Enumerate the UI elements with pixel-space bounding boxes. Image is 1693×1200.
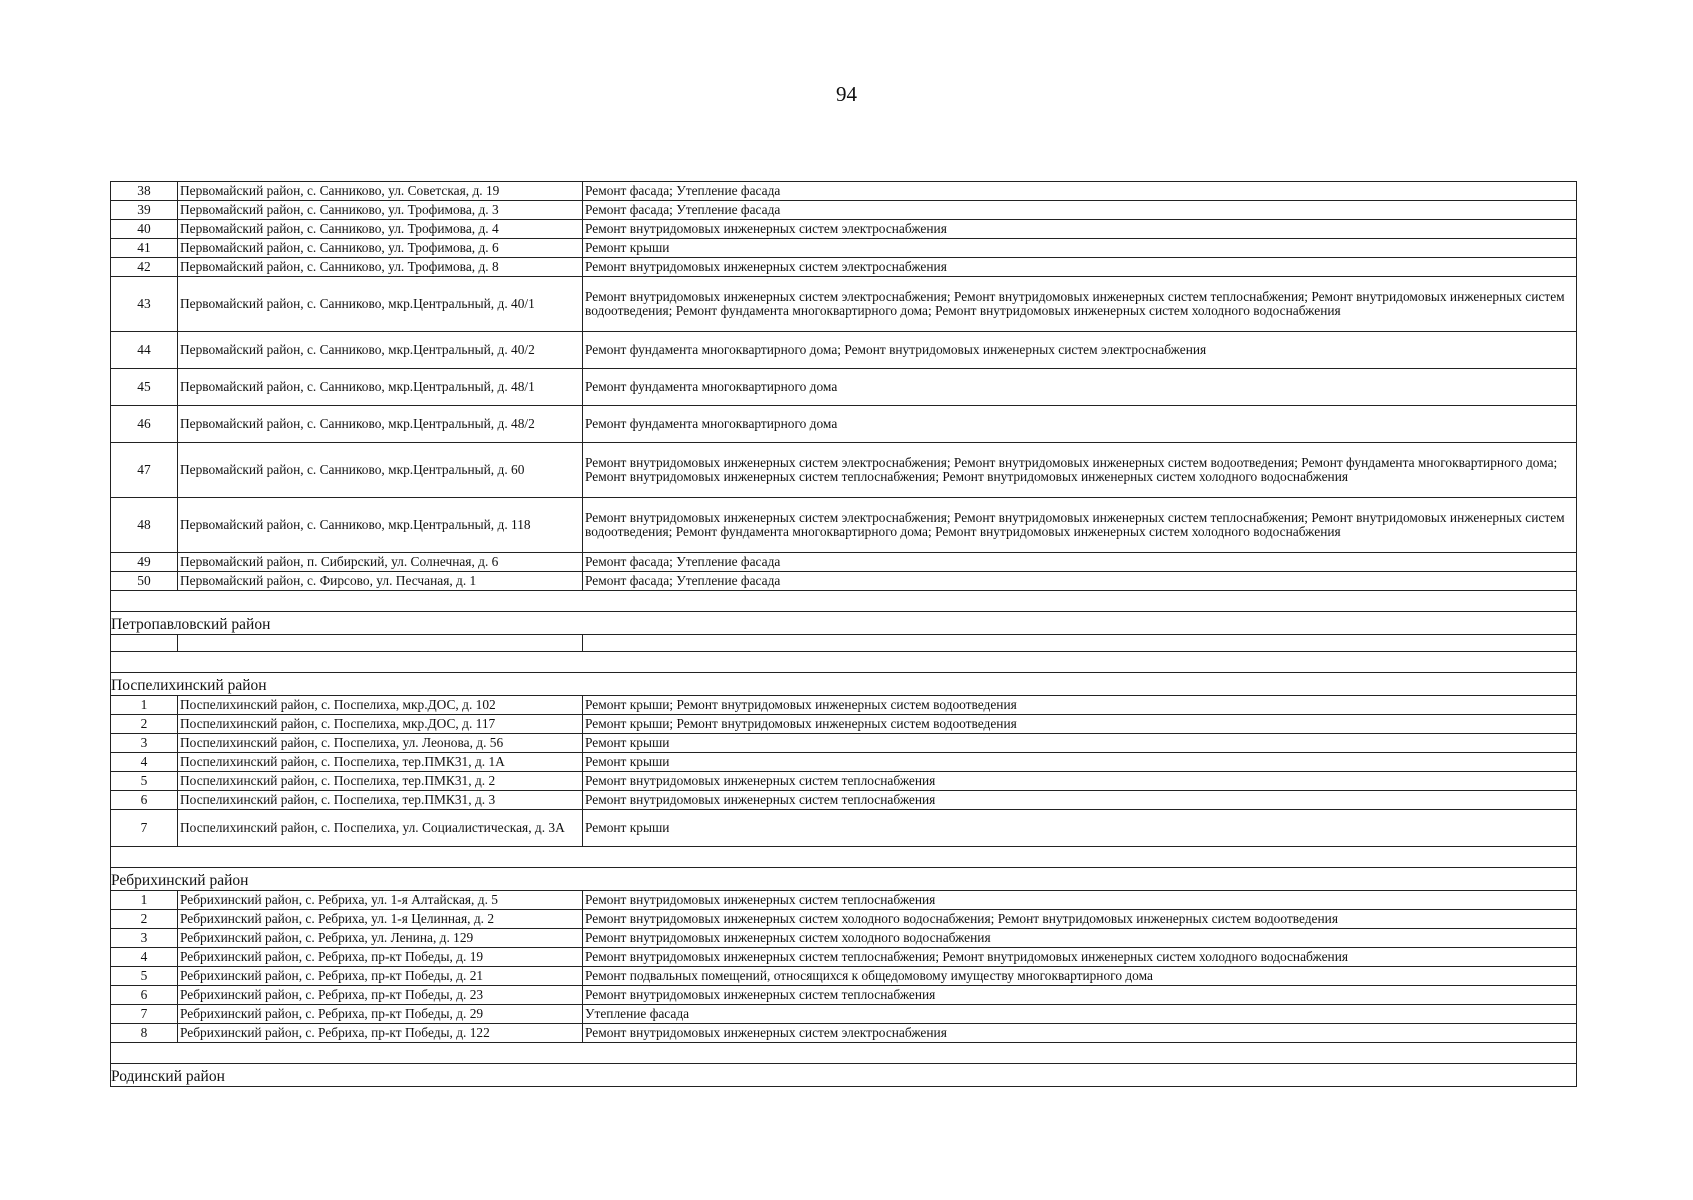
- table-row: [111, 553, 1577, 572]
- spacer-row: [111, 1043, 1577, 1064]
- page-number: 94: [836, 82, 857, 106]
- table-row: [111, 443, 1577, 498]
- table-row: [111, 910, 1577, 929]
- row-number: 1: [111, 696, 178, 715]
- address-cell: Первомайский район, с. Санниково, мкр.Центральный, д. 40/1: [178, 277, 583, 332]
- row-number: 7: [111, 1005, 178, 1024]
- row-number: 46: [111, 406, 178, 443]
- row-number: 47: [111, 443, 178, 498]
- address-cell: Ребрихинский район, с. Ребриха, ул. 1-я Целинная, д. 2: [178, 910, 583, 929]
- address-cell: Первомайский район, с. Фирсово, ул. Песчаная, д. 1: [178, 572, 583, 591]
- address-cell: Первомайский район, с. Санниково, ул. Трофимова, д. 8: [178, 258, 583, 277]
- row-number: 48: [111, 498, 178, 553]
- table-row: [111, 986, 1577, 1005]
- row-number: 38: [111, 182, 178, 201]
- table-row: [111, 967, 1577, 986]
- address-cell: Первомайский район, с. Санниково, мкр.Центральный, д. 48/1: [178, 369, 583, 406]
- work-type-cell: Ремонт крыши: [583, 734, 1577, 753]
- address-cell: Первомайский район, с. Санниково, мкр.Центральный, д. 60: [178, 443, 583, 498]
- work-type-cell: Ремонт подвальных помещений, относящихся к общедомовому имуществу многоквартирного дома: [583, 967, 1577, 986]
- address-cell: Поспелихинский район, с. Поспелиха, тер.ПМК31, д. 1А: [178, 753, 583, 772]
- table-row: [111, 277, 1577, 332]
- table-row: [111, 406, 1577, 443]
- section-heading: Родинский район: [111, 1064, 1577, 1087]
- row-number: 5: [111, 967, 178, 986]
- spacer-row: [111, 652, 1577, 673]
- row-number: 8: [111, 1024, 178, 1043]
- row-number: 50: [111, 572, 178, 591]
- address-cell: Первомайский район, п. Сибирский, ул. Солнечная, д. 6: [178, 553, 583, 572]
- row-number: 4: [111, 948, 178, 967]
- work-type-cell: Ремонт фундамента многоквартирного дома: [583, 406, 1577, 443]
- address-cell: Поспелихинский район, с. Поспелиха, тер.ПМК31, д. 3: [178, 791, 583, 810]
- address-cell: Первомайский район, с. Санниково, ул. Трофимова, д. 4: [178, 220, 583, 239]
- table-row: [111, 734, 1577, 753]
- work-type-cell: Ремонт внутридомовых инженерных систем теплоснабжения: [583, 986, 1577, 1005]
- table-row: [111, 258, 1577, 277]
- spacer-row: [111, 591, 1577, 612]
- work-type-cell: Ремонт крыши; Ремонт внутридомовых инженерных систем водоотведения: [583, 696, 1577, 715]
- work-type-cell: Ремонт внутридомовых инженерных систем теплоснабжения; Ремонт внутридомовых инженерных систем холодного водоснабжения: [583, 948, 1577, 967]
- row-number: 7: [111, 810, 178, 847]
- work-type-cell: Ремонт внутридомовых инженерных систем электроснабжения: [583, 1024, 1577, 1043]
- address-cell: Первомайский район, с. Санниково, ул. Советская, д. 19: [178, 182, 583, 201]
- section-heading-row: [111, 1064, 1577, 1087]
- table-row: [111, 1005, 1577, 1024]
- address-cell: Поспелихинский район, с. Поспелиха, мкр.ДОС, д. 102: [178, 696, 583, 715]
- table-row: [111, 369, 1577, 406]
- work-type-cell: Ремонт внутридомовых инженерных систем электроснабжения; Ремонт внутридомовых инженерных систем теплоснабжения; Ремонт внутридомовых инженерных систем водоотведения; Ремонт фундамента многоквартирного дома; Ремонт внутридомовых инженерных систем холодного водоснабжения: [583, 277, 1577, 332]
- address-cell: Ребрихинский район, с. Ребриха, пр-кт Победы, д. 21: [178, 967, 583, 986]
- table-row: [111, 929, 1577, 948]
- row-number: 3: [111, 929, 178, 948]
- work-type-cell: Ремонт внутридомовых инженерных систем теплоснабжения: [583, 891, 1577, 910]
- table-row: [111, 772, 1577, 791]
- work-type-cell: Утепление фасада: [583, 1005, 1577, 1024]
- empty-row: [111, 635, 1577, 652]
- work-type-cell: Ремонт внутридомовых инженерных систем теплоснабжения: [583, 791, 1577, 810]
- table-row: [111, 1024, 1577, 1043]
- row-number: 6: [111, 986, 178, 1005]
- row-number: 2: [111, 910, 178, 929]
- address-cell: Ребрихинский район, с. Ребриха, пр-кт Победы, д. 19: [178, 948, 583, 967]
- row-number: 42: [111, 258, 178, 277]
- work-type-cell: Ремонт внутридомовых инженерных систем холодного водоснабжения: [583, 929, 1577, 948]
- table-row: [111, 182, 1577, 201]
- table-row: [111, 791, 1577, 810]
- repair-table: [110, 181, 1577, 1087]
- section-heading-row: [111, 868, 1577, 891]
- work-type-cell: Ремонт фасада; Утепление фасада: [583, 201, 1577, 220]
- row-number: 40: [111, 220, 178, 239]
- row-number: 49: [111, 553, 178, 572]
- address-cell: Поспелихинский район, с. Поспелиха, мкр.ДОС, д. 117: [178, 715, 583, 734]
- address-cell: Первомайский район, с. Санниково, мкр.Центральный, д. 40/2: [178, 332, 583, 369]
- address-cell: Первомайский район, с. Санниково, мкр.Центральный, д. 118: [178, 498, 583, 553]
- work-type-cell: Ремонт фундамента многоквартирного дома; Ремонт внутридомовых инженерных систем электроснабжения: [583, 332, 1577, 369]
- work-type-cell: Ремонт внутридомовых инженерных систем теплоснабжения: [583, 772, 1577, 791]
- address-cell: Ребрихинский район, с. Ребриха, ул. 1-я Алтайская, д. 5: [178, 891, 583, 910]
- spacer-row: [111, 847, 1577, 868]
- work-type-cell: Ремонт крыши: [583, 810, 1577, 847]
- table-row: [111, 715, 1577, 734]
- row-number: 1: [111, 891, 178, 910]
- work-type-cell: Ремонт внутридомовых инженерных систем электроснабжения; Ремонт внутридомовых инженерных систем водоотведения; Ремонт фундамента многоквартирного дома; Ремонт внутридомовых инженерных систем теплоснабжения; Ремонт внутридомовых инженерных систем холодного водоснабжения: [583, 443, 1577, 498]
- row-number: 45: [111, 369, 178, 406]
- table-row: [111, 948, 1577, 967]
- section-heading: Поспелихинский район: [111, 673, 1577, 696]
- row-number: 2: [111, 715, 178, 734]
- work-type-cell: Ремонт внутридомовых инженерных систем электроснабжения; Ремонт внутридомовых инженерных систем теплоснабжения; Ремонт внутридомовых инженерных систем водоотведения; Ремонт фундамента многоквартирного дома; Ремонт внутридомовых инженерных систем холодного водоснабжения: [583, 498, 1577, 553]
- address-cell: Поспелихинский район, с. Поспелиха, ул. Социалистическая, д. 3А: [178, 810, 583, 847]
- table-row: [111, 891, 1577, 910]
- table-row: [111, 810, 1577, 847]
- table-row: [111, 332, 1577, 369]
- row-number: 41: [111, 239, 178, 258]
- table-row: [111, 220, 1577, 239]
- table-row: [111, 696, 1577, 715]
- work-type-cell: Ремонт крыши; Ремонт внутридомовых инженерных систем водоотведения: [583, 715, 1577, 734]
- work-type-cell: Ремонт внутридомовых инженерных систем электроснабжения: [583, 258, 1577, 277]
- section-heading: Ребрихинский район: [111, 868, 1577, 891]
- section-heading-row: [111, 612, 1577, 635]
- table-row: [111, 498, 1577, 553]
- table-row: [111, 572, 1577, 591]
- work-type-cell: Ремонт крыши: [583, 753, 1577, 772]
- work-type-cell: Ремонт внутридомовых инженерных систем холодного водоснабжения; Ремонт внутридомовых инженерных систем водоотведения: [583, 910, 1577, 929]
- address-cell: Первомайский район, с. Санниково, ул. Трофимова, д. 3: [178, 201, 583, 220]
- work-type-cell: Ремонт фасада; Утепление фасада: [583, 182, 1577, 201]
- row-number: 44: [111, 332, 178, 369]
- table-row: [111, 753, 1577, 772]
- work-type-cell: Ремонт внутридомовых инженерных систем электроснабжения: [583, 220, 1577, 239]
- section-heading-row: [111, 673, 1577, 696]
- address-cell: Ребрихинский район, с. Ребриха, пр-кт Победы, д. 29: [178, 1005, 583, 1024]
- address-cell: Ребрихинский район, с. Ребриха, пр-кт Победы, д. 122: [178, 1024, 583, 1043]
- address-cell: Поспелихинский район, с. Поспелиха, тер.ПМК31, д. 2: [178, 772, 583, 791]
- repair-table-body: [111, 182, 1577, 1087]
- address-cell: Ребрихинский район, с. Ребриха, ул. Ленина, д. 129: [178, 929, 583, 948]
- work-type-cell: Ремонт крыши: [583, 239, 1577, 258]
- work-type-cell: Ремонт фасада; Утепление фасада: [583, 572, 1577, 591]
- row-number: 4: [111, 753, 178, 772]
- row-number: 3: [111, 734, 178, 753]
- row-number: 6: [111, 791, 178, 810]
- address-cell: Поспелихинский район, с. Поспелиха, ул. Леонова, д. 56: [178, 734, 583, 753]
- table-row: [111, 201, 1577, 220]
- address-cell: Первомайский район, с. Санниково, мкр.Центральный, д. 48/2: [178, 406, 583, 443]
- row-number: 39: [111, 201, 178, 220]
- row-number: 5: [111, 772, 178, 791]
- table-row: [111, 239, 1577, 258]
- work-type-cell: Ремонт фасада; Утепление фасада: [583, 553, 1577, 572]
- section-heading: Петропавловский район: [111, 612, 1577, 635]
- work-type-cell: Ремонт фундамента многоквартирного дома: [583, 369, 1577, 406]
- row-number: 43: [111, 277, 178, 332]
- address-cell: Первомайский район, с. Санниково, ул. Трофимова, д. 6: [178, 239, 583, 258]
- address-cell: Ребрихинский район, с. Ребриха, пр-кт Победы, д. 23: [178, 986, 583, 1005]
